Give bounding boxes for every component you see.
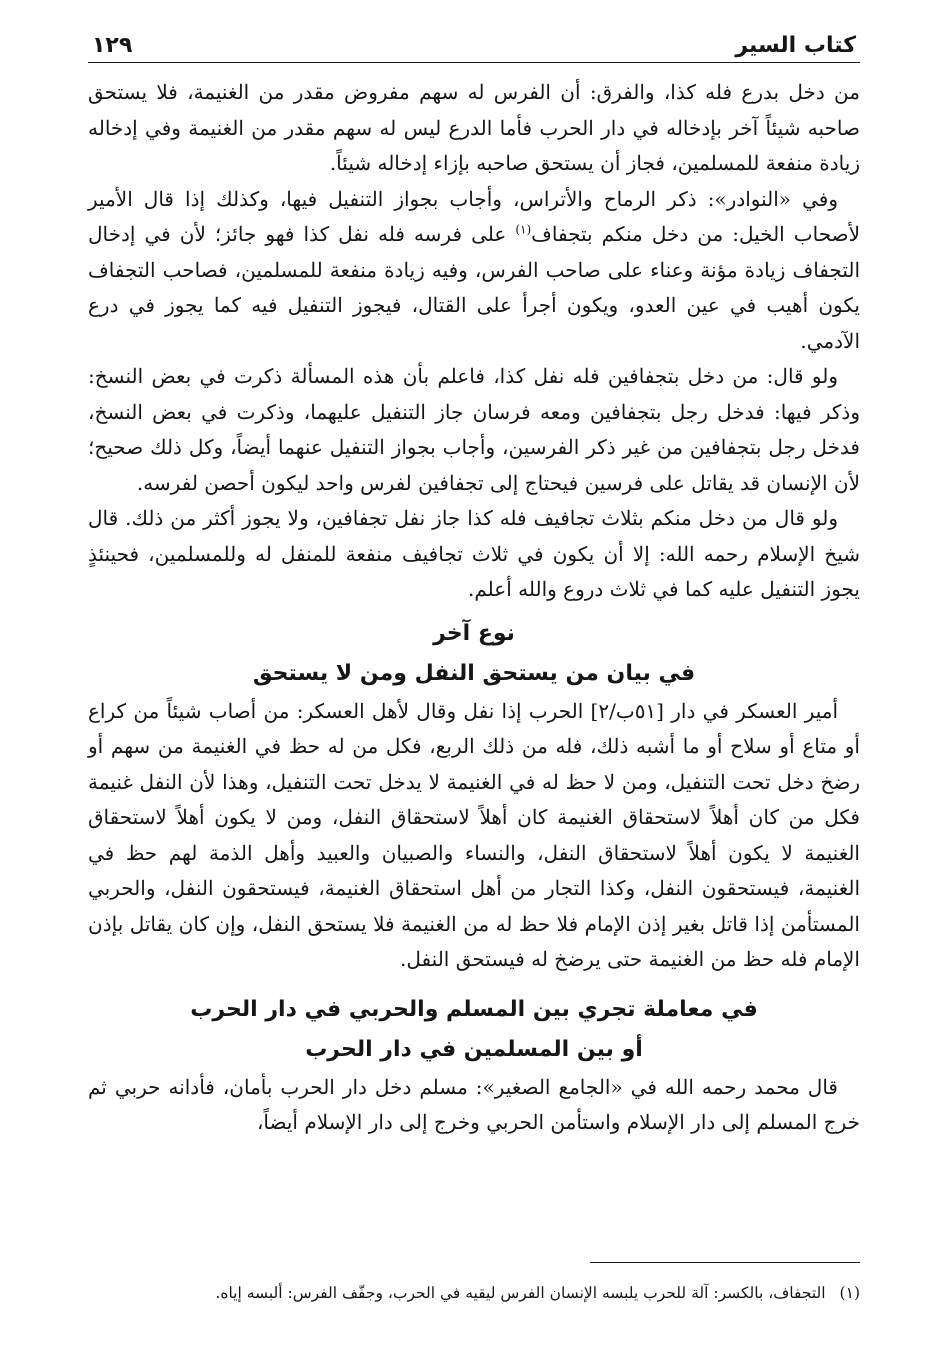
footnote-number: (١) (839, 1284, 860, 1302)
section-heading: في معاملة تجري بين المسلم والحربي في دار الحرب (190, 996, 758, 1022)
section-subheading: أو بين المسلمين في دار الحرب (305, 1036, 643, 1062)
footnote (88, 1280, 860, 1306)
paragraph: أمير العسكر في دار [٥١ب/٢] الحرب إذا نفل وقال لأهل العسكر: من أصاب شيئاً من كراع أو متاع أو سلاح أو ما أشبه ذلك، فله من ذلك الربع، فكل من له حظ في الغنيمة من سهم أو رضخ دخل تحت التنفيل، ومن لا حظ له في الغنيمة لا يدخل تحت التنفيل، وهذا لأن النفل غنيمة فكل من كان أهلاً لاستحقاق الغنيمة كان أهلاً لاستحقاق النفل، ومن لا يكون أهلاً لاستحقاق الغنيمة لا يكون أهلاً لاستحقاق النفل، والنساء والصبيان والعبيد وأهل الذمة لهم حظ في الغنيمة، فيستحقون النفل، وكذا التجار من أهل استحقاق الغنيمة، فيستحقون النفل، والحربي المستأمن إذا قاتل بغير إذن الإمام فلا حظ له من الغنيمة فلا يستحق النفل، وإن كان يقاتل بإذن الإمام فله حظ من الغنيمة حتى يرضخ له فيستحق النفل. (88, 698, 860, 971)
page-number: ١٢٩ (92, 33, 133, 58)
section-heading: نوع آخر (433, 620, 515, 646)
footnote-text: التجفاف، بالكسر: آلة للحرب يلبسه الإنسان الفرس ليقيه في الحرب، وجفّف الفرس: ألبسه إياه. (215, 1284, 826, 1302)
paragraph-text: على فرسه فله نفل كذا فهو جائز؛ لأن في إدخال التجفاف زيادة مؤنة وعناء على صاحب الفرس، وفيه زيادة منفعة للمسلمين، فصاحب التجفاف يكون أهيب في عين العدو، ويكون أجرأ على القتال، فيجوز التنفيل فيه كما يجوز في درع الآدمي. (88, 222, 860, 353)
footnote-reference[interactable]: (١) (515, 222, 532, 237)
section-subheading: في بيان من يستحق النفل ومن لا يستحق (252, 660, 696, 686)
page-body (88, 75, 860, 1141)
book-page (88, 22, 860, 1342)
running-title: كتاب السير (735, 33, 856, 58)
paragraph: قال محمد رحمه الله في «الجامع الصغير»: مسلم دخل دار الحرب بأمان، فأدانه حربي ثم خرج المسلم إلى دار الإسلام واستأمن الحربي وخرج إلى دار الإسلام أيضاً، (88, 1074, 860, 1134)
paragraph: من دخل بدرع فله كذا، والفرق: أن الفرس له سهم مفروض مقدر من الغنيمة، فلا يستحق صاحبه شيئاً آخر بإدخاله في دار الحرب فأما الدرع ليس له سهم مقدر من الغنيمة وفي إدخاله زيادة منفعة للمسلمين، فجاز أن يستحق صاحبه بإزاء إدخاله شيئاً. (88, 80, 860, 175)
paragraph: ولو قال: من دخل بتجفافين فله نفل كذا، فاعلم بأن هذه المسألة ذكرت في بعض النسخ: وذكر فيها: فدخل رجل بتجفافين ومعه فرسان جاز التنفيل عليهما، وذكرت في بعض النسخ، فدخل رجل بتجفافين من غير ذكر الفرسين، وأجاب بجواز التنفيل عنهما أيضاً، وكل ذلك صحيح؛ لأن الإنسان قد يقاتل على فرسين فيحتاج إلى تجفافين لفرس واحد ليكون أحصن لفرسه. (88, 364, 860, 495)
page-header (88, 22, 860, 63)
paragraph: ولو قال من دخل منكم بثلاث تجافيف فله كذا جاز نفل تجفافين، ولا يجوز أكثر من ذلك. قال شيخ الإسلام رحمه الله: إلا أن يكون في ثلاث تجافيف منفعة للمنفل له وللمسلمين، فحينئذٍ يجوز التنفيل عليه كما في ثلاث دروع والله أعلم. (88, 506, 860, 601)
paragraph-text: وفي «النوادر»: ذكر الرماح والأتراس، وأجاب بجواز التنفيل فيها، وكذلك إذا قال الأمير لأصحاب الخيل: من دخل منكم بتجفاف (88, 186, 860, 246)
footnote-divider (590, 1262, 860, 1263)
paragraph (88, 182, 860, 360)
